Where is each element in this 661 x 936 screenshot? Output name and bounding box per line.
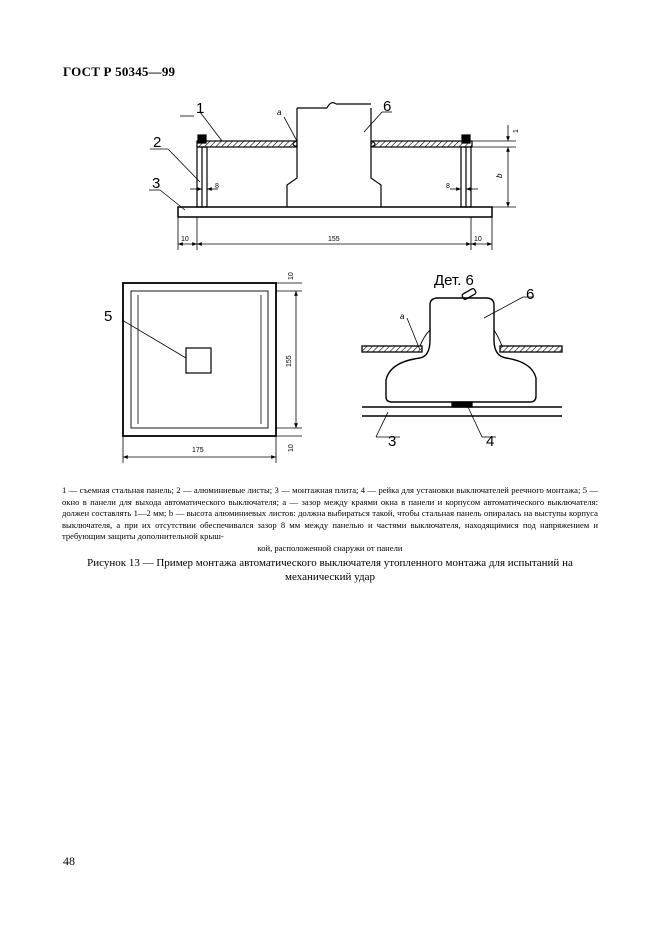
panel-outer [123, 283, 276, 436]
dim-height-155: 155 [286, 355, 293, 367]
detail-label-6: 6 [526, 286, 535, 303]
legend-text-end: кой, расположенной снаружи от панели [257, 542, 403, 553]
dim-right-10: 10 [474, 236, 482, 243]
breaker-body [287, 108, 381, 207]
dim-left-10: 10 [181, 236, 189, 243]
plan-labels [104, 272, 295, 454]
label-2: 2 [153, 134, 162, 151]
plan-view [122, 283, 302, 463]
detail-view [362, 288, 562, 437]
dim-bottom-10: 10 [288, 444, 295, 452]
dim-top-10: 10 [288, 272, 295, 280]
label-1: 1 [196, 100, 205, 117]
detail-label-4: 4 [486, 433, 495, 450]
window-5 [186, 348, 211, 373]
letter-a-top: a [277, 108, 282, 117]
steel-panel-right [371, 141, 472, 147]
label-5: 5 [104, 308, 113, 325]
detail-title: Дет. 6 [434, 272, 474, 289]
dim-gap-right: 8 [446, 183, 450, 190]
steel-panel-left [197, 141, 297, 147]
label-6: 6 [383, 98, 392, 115]
dim-gap-left: 8 [215, 183, 219, 190]
dim-width-175: 175 [192, 447, 204, 454]
label-3: 3 [152, 175, 161, 192]
figure-legend [62, 485, 598, 554]
dim-total-155: 155 [328, 236, 340, 243]
panel-inner [131, 291, 268, 428]
detail-label-3: 3 [388, 433, 397, 450]
page-number: 48 [63, 854, 75, 868]
detail-letter-a: a [400, 312, 405, 321]
dim-a-value: 1 [513, 129, 520, 133]
standard-header: ГОСТ Р 50345—99 [63, 64, 176, 79]
figure-caption: Рисунок 13 — Пример монтажа автоматического выключателя утопленного монтажа для испытаний на механический удар [87, 557, 573, 583]
dim-b: b [495, 173, 504, 178]
legend-text: 1 — съемная стальная панель; 2 — алюминиевые листы; 3 — монтажная плита; 4 — рейка для установки выключателей реечного монтажа; 5 — окно в панели для выхода автоматического выключателя; a — зазор между краями окна в панели и корпусом автоматического выключателя: должен составлять 1—2 мм; b — высота алюминиевых листов: должна выбираться такой, чтобы стальная панель опиралась на выступы корпуса выключателя, а при их отсутствии обеспечивался зазор 8 мм между панелью и частями выключателя, находящимися под напряжением и требующим защиты дополнительной крыш- [62, 485, 598, 541]
section-view [149, 103, 516, 250]
mounting-plate [178, 207, 492, 217]
